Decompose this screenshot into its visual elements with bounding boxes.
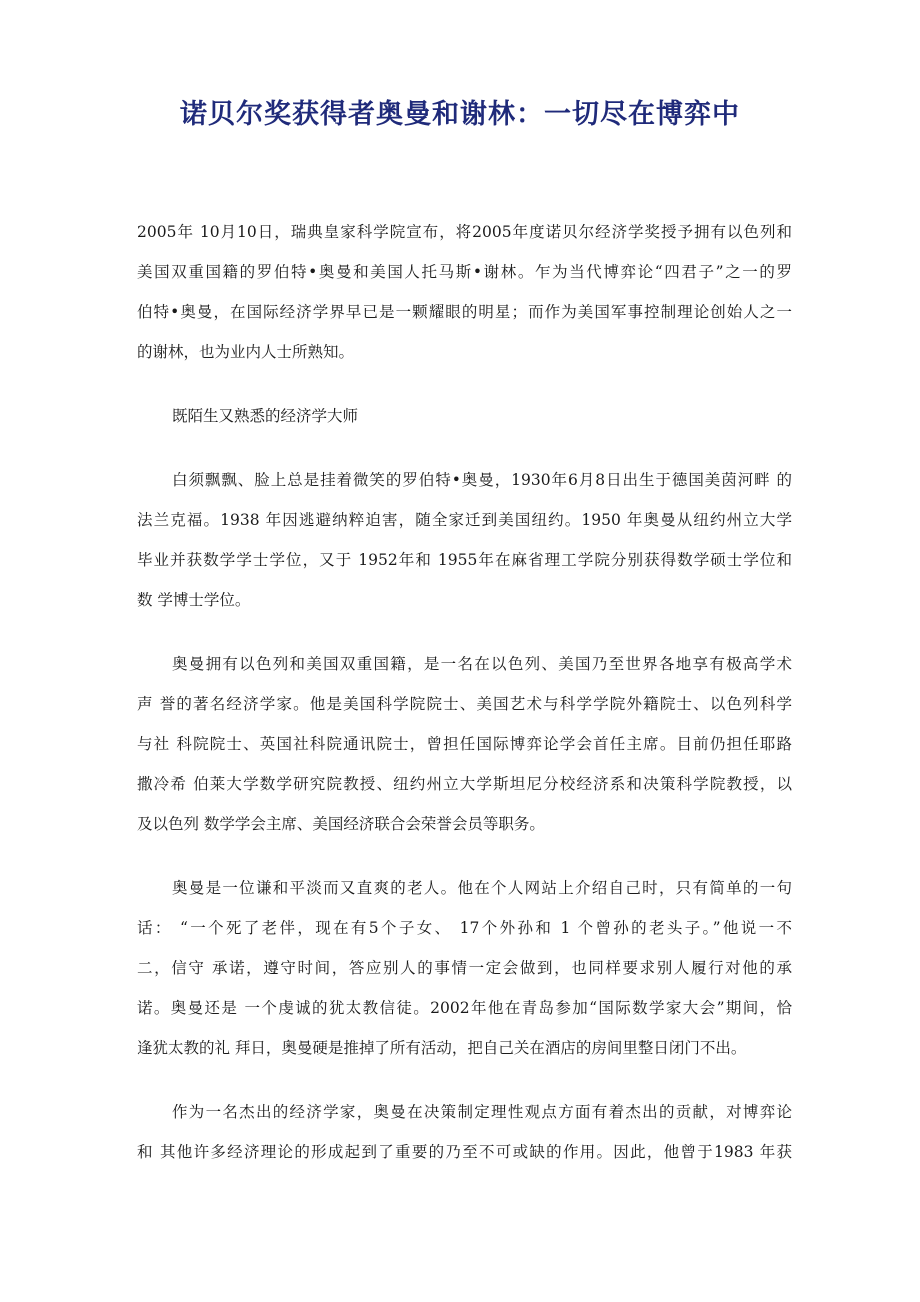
paragraph-5-line-1: 作为一名杰出的经济学家，奥曼在决策制定理性观点方面有着杰出的贡献，对博弈论: [172, 1103, 792, 1121]
paragraph-4-line-2: 话： “一个死了老伴，现在有5个子女、 17个外孙和 1 个曾孙的老头子。”他说一不: [137, 919, 792, 937]
paragraph-3-line-2: 声 誉的著名经济学家。他是美国科学院院士、美国艺术与科学学院外籍院士、以色列科学: [137, 695, 792, 713]
paragraph-1-line-2: 美国双重国籍的罗伯特•奥曼和美国人托马斯•谢林。乍为当代博弈论“四君子”之一的罗: [137, 263, 792, 281]
paragraph-5-line-2: 和 其他许多经济理论的形成起到了重要的乃至不可或缺的作用。因此，他曾于1983 年获: [137, 1143, 792, 1161]
article-title: 诺贝尔奖获得者奥曼和谢林：一切尽在博弈中: [180, 99, 740, 130]
paragraph-1-line-4: 的谢林，也为业内人士所熟知。: [137, 343, 355, 361]
section-heading: 既陌生又熟悉的经济学大师: [172, 407, 359, 425]
paragraph-3-line-5: 及以色列 数学学会主席、美国经济联合会荣誉会员等职务。: [137, 815, 545, 833]
paragraph-2-line-1: 白须飘飘、脸上总是挂着微笑的罗伯特•奥曼，1930年6月8日出生于德国美茵河畔 的: [172, 471, 792, 489]
paragraph-4-line-5: 逢犹太教的礼 拜日，奥曼硬是推掉了所有活动，把自己关在酒店的房间里整日闭门不出。: [137, 1039, 747, 1057]
paragraph-1-line-1: 2005年 10月10日，瑞典皇家科学院宣布，将2005年度诺贝尔经济学奖授予拥有以色列和: [137, 223, 792, 241]
paragraph-3-line-3: 与社 科院院士、英国社科院通讯院士，曾担任国际博弈论学会首任主席。目前仍担任耶路: [137, 735, 792, 753]
paragraph-4-line-4: 诺。奥曼还是 一个虔诚的犹太教信徒。2002年他在青岛参加“国际数学家大会”期间，恰: [137, 999, 792, 1017]
paragraph-4-line-1: 奥曼是一位谦和平淡而又直爽的老人。他在个人网站上介绍自己时，只有简单的一句: [172, 879, 792, 897]
paragraph-2-line-3: 毕业并获数学学士学位，又于 1952年和 1955年在麻省理工学院分别获得数学硕士学位和: [137, 551, 792, 569]
paragraph-3-line-4: 撒冷希 伯莱大学数学研究院教授、纽约州立大学斯坦尼分校经济系和决策科学院教授，以: [137, 775, 792, 793]
paragraph-3-line-1: 奥曼拥有以色列和美国双重国籍，是一名在以色列、美国乃至世界各地享有极高学术: [172, 655, 792, 673]
paragraph-4-line-3: 二，信守 承诺，遵守时间，答应别人的事情一定会做到，也同样要求别人履行对他的承: [137, 959, 792, 977]
paragraph-2-line-2: 法兰克福。1938 年因逃避纳粹迫害，随全家迁到美国纽约。1950 年奥曼从纽约州立大学: [137, 511, 792, 529]
paragraph-1-line-3: 伯特•奥曼，在国际经济学界早已是一颗耀眼的明星；而作为美国军事控制理论创始人之一: [137, 303, 792, 321]
paragraph-2-line-4: 数 学博士学位。: [137, 591, 251, 609]
